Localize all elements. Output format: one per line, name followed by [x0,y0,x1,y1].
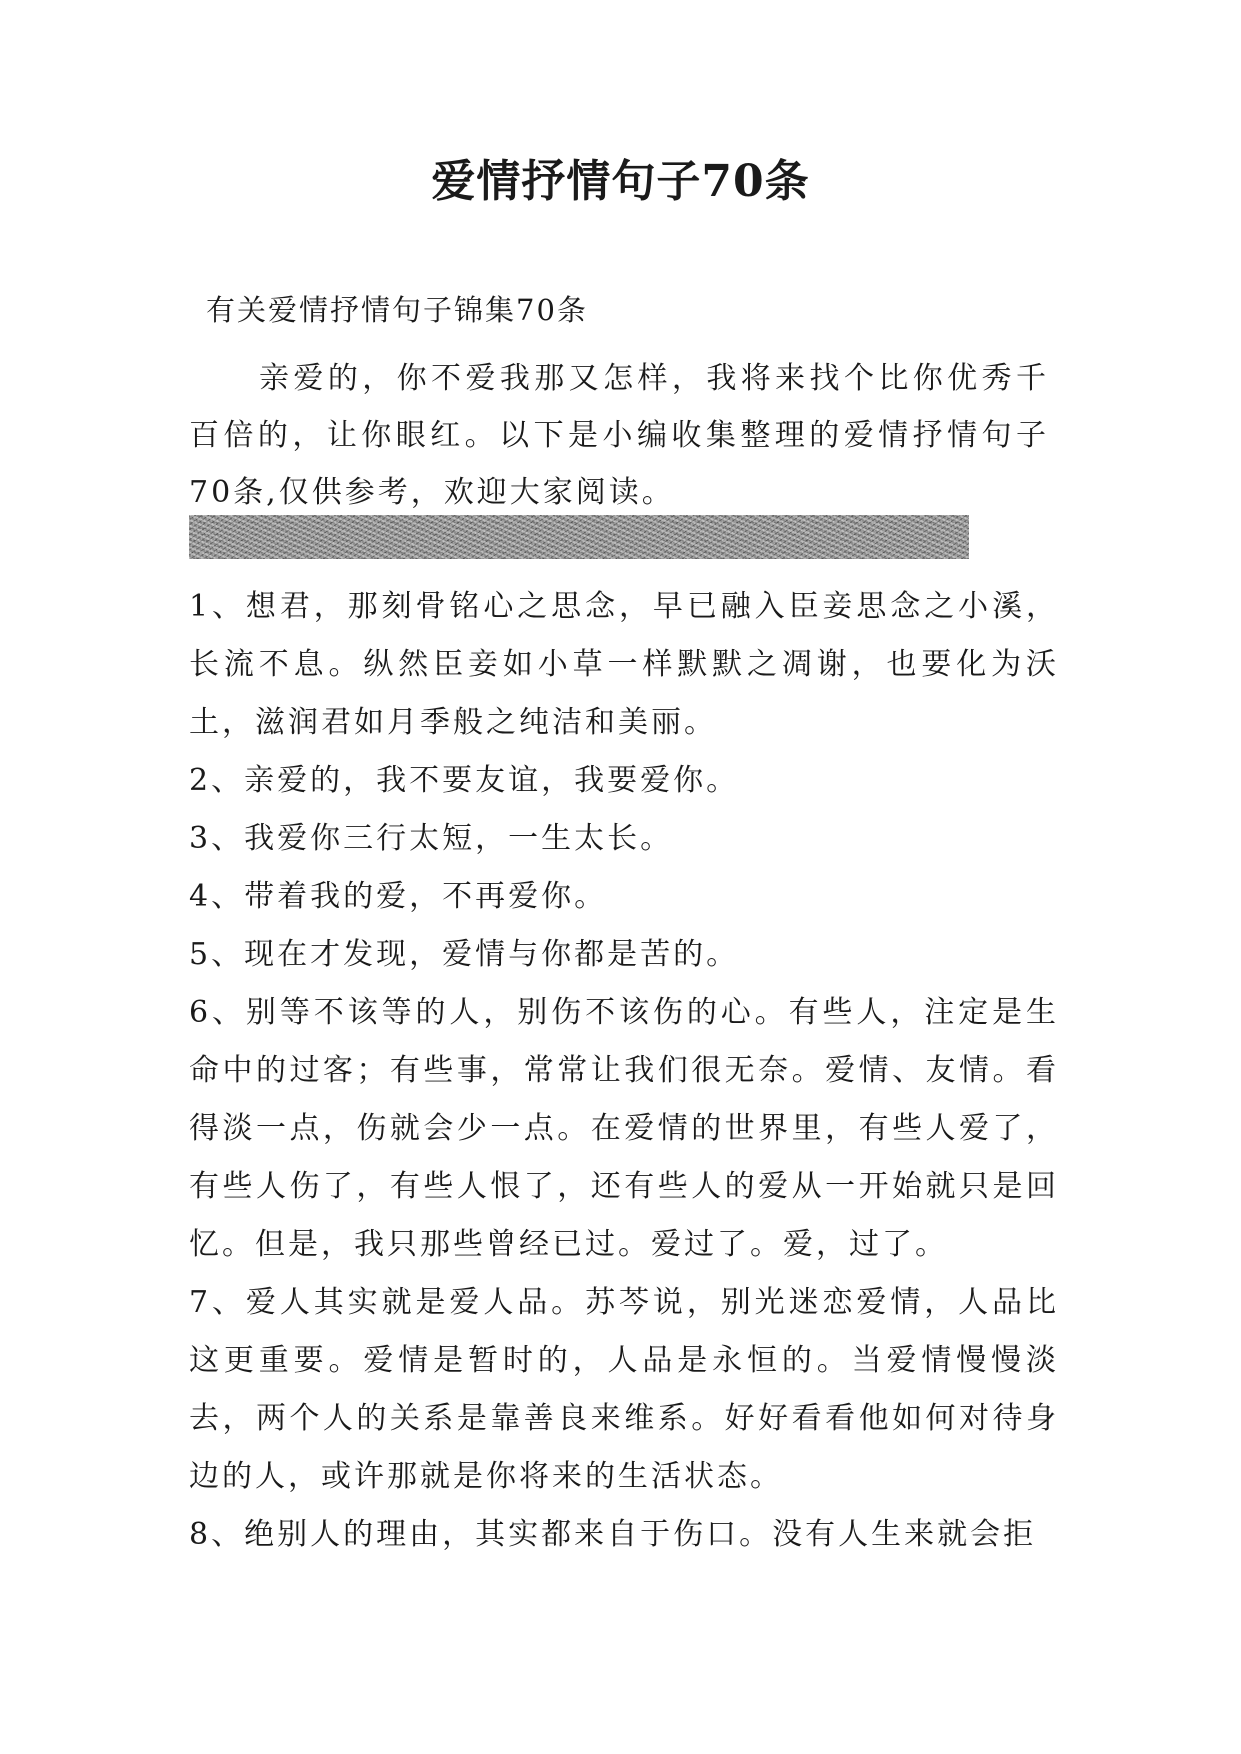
list-item: 2、亲爱的，我不要友谊，我要爱你。 [189,763,740,798]
intro-paragraph: 亲爱的，你不爱我那又怎样，我将来找个比你优秀千百倍的，让你眼红。以下是小编收集整理的爱情抒情句子70条,仅供参考，欢迎大家阅读。 [189,361,1049,510]
document-title: 爱情抒情句子70条 [431,156,810,207]
list-item: 3、我爱你三行太短，一生太长。 [189,821,674,856]
list-item: 7、爱人其实就是爱人品。苏芩说，别光迷恋爱情，人品比这更重要。爱情是暂时的，人品是永恒的。当爱情慢慢淡去，两个人的关系是靠善良来维系。好好看看他如何对待身边的人，或许那就是你将来的生活状态。 [189,1285,1059,1494]
list-item: 5、现在才发现，爱情与你都是苦的。 [189,937,740,972]
noise-image-strip [189,515,969,559]
list-item: 8、绝别人的理由，其实都来自于伤口。没有人生来就会拒 [189,1517,1037,1552]
sentence-list [189,578,1059,1564]
list-item: 1、想君，那刻骨铭心之思念，早已融入臣妾思念之小溪，长流不息。纵然臣妾如小草一样默默之凋谢，也要化为沃土，滋润君如月季般之纯洁和美丽。 [189,589,1059,740]
document-subtitle: 有关爱情抒情句子锦集70条 [206,293,588,327]
list-item: 4、带着我的爱，不再爱你。 [189,879,608,914]
list-item: 6、别等不该等的人，别伤不该伤的心。有些人，注定是生命中的过客；有些事，常常让我们很无奈。爱情、友情。看得淡一点，伤就会少一点。在爱情的世界里，有些人爱了，有些人伤了，有些人恨了，还有些人的爱从一开始就只是回忆。但是，我只那些曾经已过。爱过了。爱，过了。 [189,995,1059,1262]
